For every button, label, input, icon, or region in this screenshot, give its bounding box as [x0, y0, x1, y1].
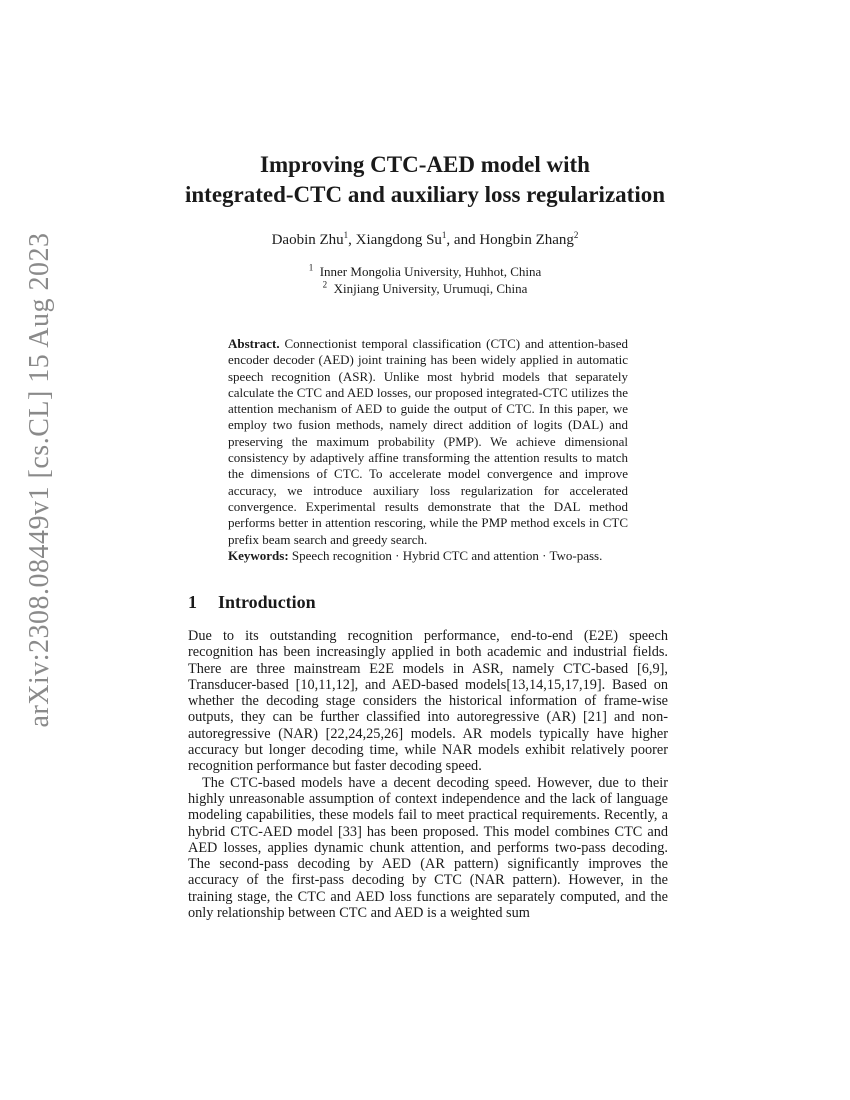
arxiv-identifier-stamp: arXiv:2308.08449v1 [cs.CL] 15 Aug 2023 — [24, 232, 55, 728]
abstract — [228, 336, 628, 548]
abstract-text: Connectionist temporal classification (CTC) and attention-based encoder decoder (AED) joint training has been widely applied in automatic speech recognition (ASR). Unlike most hybrid models that separately calculate the CTC and AED losses, our proposed integrated-CTC utilizes the attention mechanism of AED to guide the output of CTC. In this paper, we employ two fusion methods, namely direct addition of logits (DAL) and preserving the maximum probability (PMP). We achieve dimensional consistency by adaptively affine transforming the attention results to match the dimensions of CTC. To accelerate model convergence and improve accuracy, we introduce auxiliary loss regularization for accelerated convergence. Experimental results demonstrate that the DAL method performs better in attention rescoring, while the PMP method excels in CTC prefix beam search and greedy search. — [228, 336, 628, 547]
section-title: Introduction — [218, 592, 316, 612]
affiliation-list — [100, 263, 750, 297]
author-name: Daobin Zhu — [271, 232, 344, 248]
paper-title-line-2: integrated-CTC and auxiliary loss regularization — [184, 182, 665, 207]
keywords-text: Speech recognition · Hybrid CTC and attention · Two-pass. — [291, 548, 603, 563]
paper-title-line-1: Improving CTC-AED model with — [260, 152, 590, 177]
author-separator: , — [348, 232, 356, 248]
affiliation-text: Inner Mongolia University, Huhhot, China — [319, 264, 542, 279]
abstract-label: Abstract. — [228, 336, 280, 351]
body-text — [188, 628, 668, 921]
author-separator: , and — [446, 232, 480, 248]
affiliation-mark: 1 — [308, 262, 314, 273]
author-name: Hongbin Zhang — [479, 232, 574, 248]
author-name: Xiangdong Su — [355, 232, 442, 248]
keywords-label: Keywords: — [228, 548, 289, 563]
affiliation-item — [100, 263, 750, 280]
paper-title — [100, 150, 750, 210]
author-list — [100, 232, 750, 249]
keywords — [228, 548, 648, 564]
author-affiliation-mark: 1 — [343, 230, 349, 240]
author-affiliation-mark: 1 — [441, 230, 447, 240]
section-heading — [188, 592, 316, 613]
affiliation-text: Xinjiang University, Urumuqi, China — [333, 281, 528, 296]
affiliation-item — [100, 280, 750, 297]
paragraph: Due to its outstanding recognition performance, end-to-end (E2E) speech recognition has been increasingly applied in both academic and industrial fields. There are three mainstream E2E models in ASR, namely CTC-based [6,9], Transducer-based [10,11,12], and AED-based models[13,14,15,17,19]. Based on whether the decoding stage considers the historical information of frame-wise outputs, they can be further classified into autoregressive (AR) [21] and non-autoregressive (NAR) [22,24,25,26] models. AR models typically have higher accuracy but longer decoding time, while NAR models exhibit relatively poorer recognition performance but faster decoding speed. — [188, 628, 668, 775]
affiliation-mark: 2 — [322, 279, 328, 290]
paragraph: The CTC-based models have a decent decoding speed. However, due to their highly unreasonable assumption of context independence and the lack of language modeling capabilities, these models fail to meet practical requirements. Recently, a hybrid CTC-AED model [33] has been proposed. This model combines CTC and AED losses, applies dynamic chunk attention, and performs two-pass decoding. The second-pass decoding by AED (AR pattern) significantly improves the accuracy of the first-pass decoding by CTC (NAR pattern). However, in the training stage, the CTC and AED loss functions are separately computed, and the only relationship between CTC and AED is a weighted sum — [188, 774, 668, 922]
section-number: 1 — [188, 592, 197, 612]
author-affiliation-mark: 2 — [573, 230, 579, 240]
